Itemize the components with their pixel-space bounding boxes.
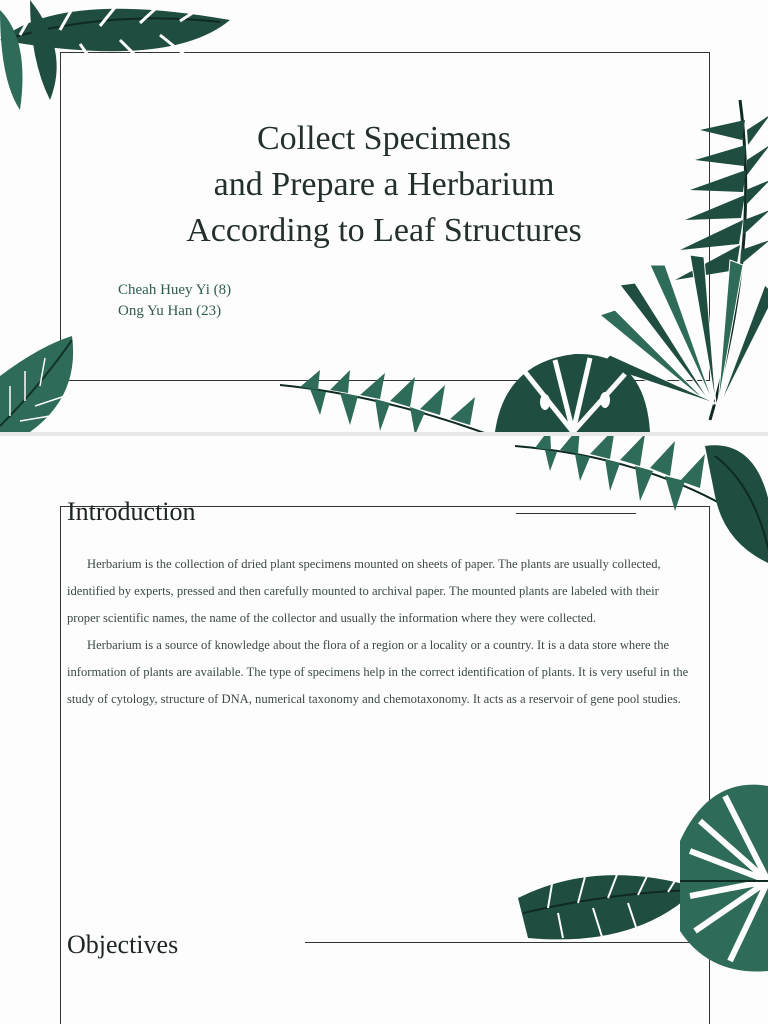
intro-paragraph: Herbarium is a source of knowledge about the flora of a region or a locality or a country. It is a data store where the information of plants are available. The type of specimens help in the correct identification of plants. It is very useful in the study of cytology, structure of DNA, numerical taxonomy and chemotaxonomy. It acts as a reservoir of gene pool studies. [67,638,689,706]
intro-heading: Introduction [67,497,196,526]
objectives-heading: Objectives [67,930,179,959]
title-slide [0,0,768,432]
content-slide [0,436,768,1024]
monstera-leaf-icon [650,781,768,981]
intro-text [67,551,692,713]
palm-leaf-icon [0,0,240,120]
intro-paragraph: Herbarium is the collection of dried plant specimens mounted on sheets of paper. The plants are usually collected, identified by experts, pressed and then carefully mounted to archival paper. The mounted plants are labeled with their proper scientific names, the name of the collector and usually the information where they were collected. [67,557,661,625]
title-line: According to Leaf Structures [186,212,582,249]
author-name: Cheah Huey Yi (8) [118,282,232,298]
title-line: Collect Specimens [256,120,511,157]
palm-leaf-icon [280,365,500,432]
monstera-leaf-icon [485,352,655,432]
title-line: and Prepare a Herbarium [213,166,555,203]
banana-leaf-icon [0,336,80,432]
page-title [0,116,768,254]
author-list [118,280,231,322]
author-name: Ong Yu Han (23) [118,303,222,319]
